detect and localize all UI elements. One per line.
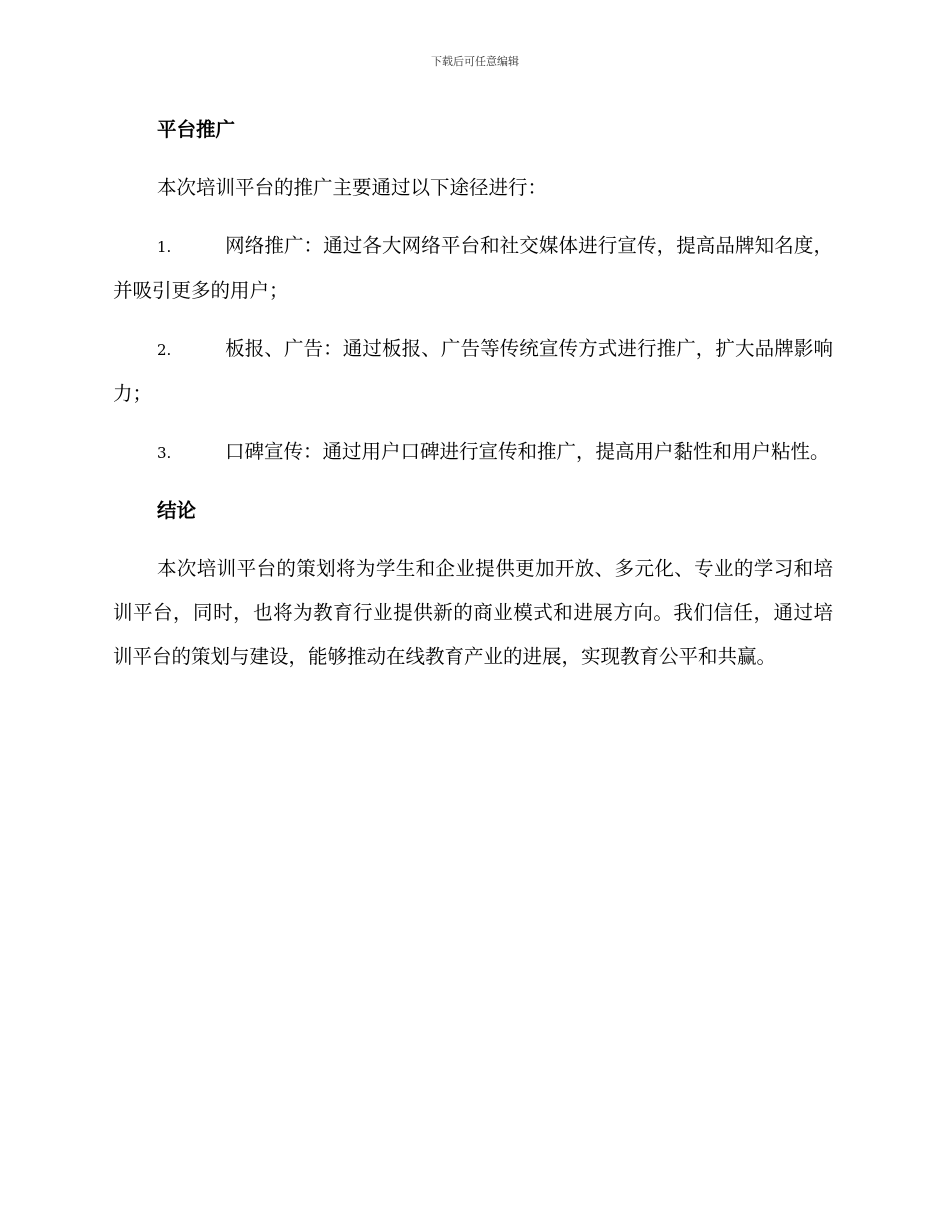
list-item-text: 口碑宣传：通过用户口碑进行宣传和推广，提高用户黏性和用户粘性。 <box>225 440 830 463</box>
conclusion-paragraph: 本次培训平台的策划将为学生和企业提供更加开放、多元化、专业的学习和培训平台，同时，也将为教育行业提供新的商业模式和进展方向。我们信任，通过培训平台的策划与建设，能够推动在线教育产业的进展，实现教育公平和共赢。 <box>113 557 833 668</box>
list-item <box>113 224 833 313</box>
page-header: 下载后可任意编辑 <box>431 55 519 68</box>
document-body <box>113 108 833 693</box>
section-heading-promotion: 平台推广 <box>157 118 236 141</box>
list-item <box>113 327 833 416</box>
list-item-text: 板报、广告：通过板报、广告等传统宣传方式进行推广，扩大品牌影响力； <box>113 337 833 405</box>
list-item-text: 网络推广：通过各大网络平台和社交媒体进行宣传，提高品牌知名度，并吸引更多的用户； <box>113 234 833 302</box>
list-number: 1. <box>157 238 172 256</box>
list-item <box>113 430 833 475</box>
promotion-intro: 本次培训平台的推广主要通过以下途径进行： <box>157 176 548 199</box>
section-heading-conclusion: 结论 <box>157 499 197 522</box>
list-number: 2. <box>157 341 172 359</box>
list-number: 3. <box>157 444 172 462</box>
